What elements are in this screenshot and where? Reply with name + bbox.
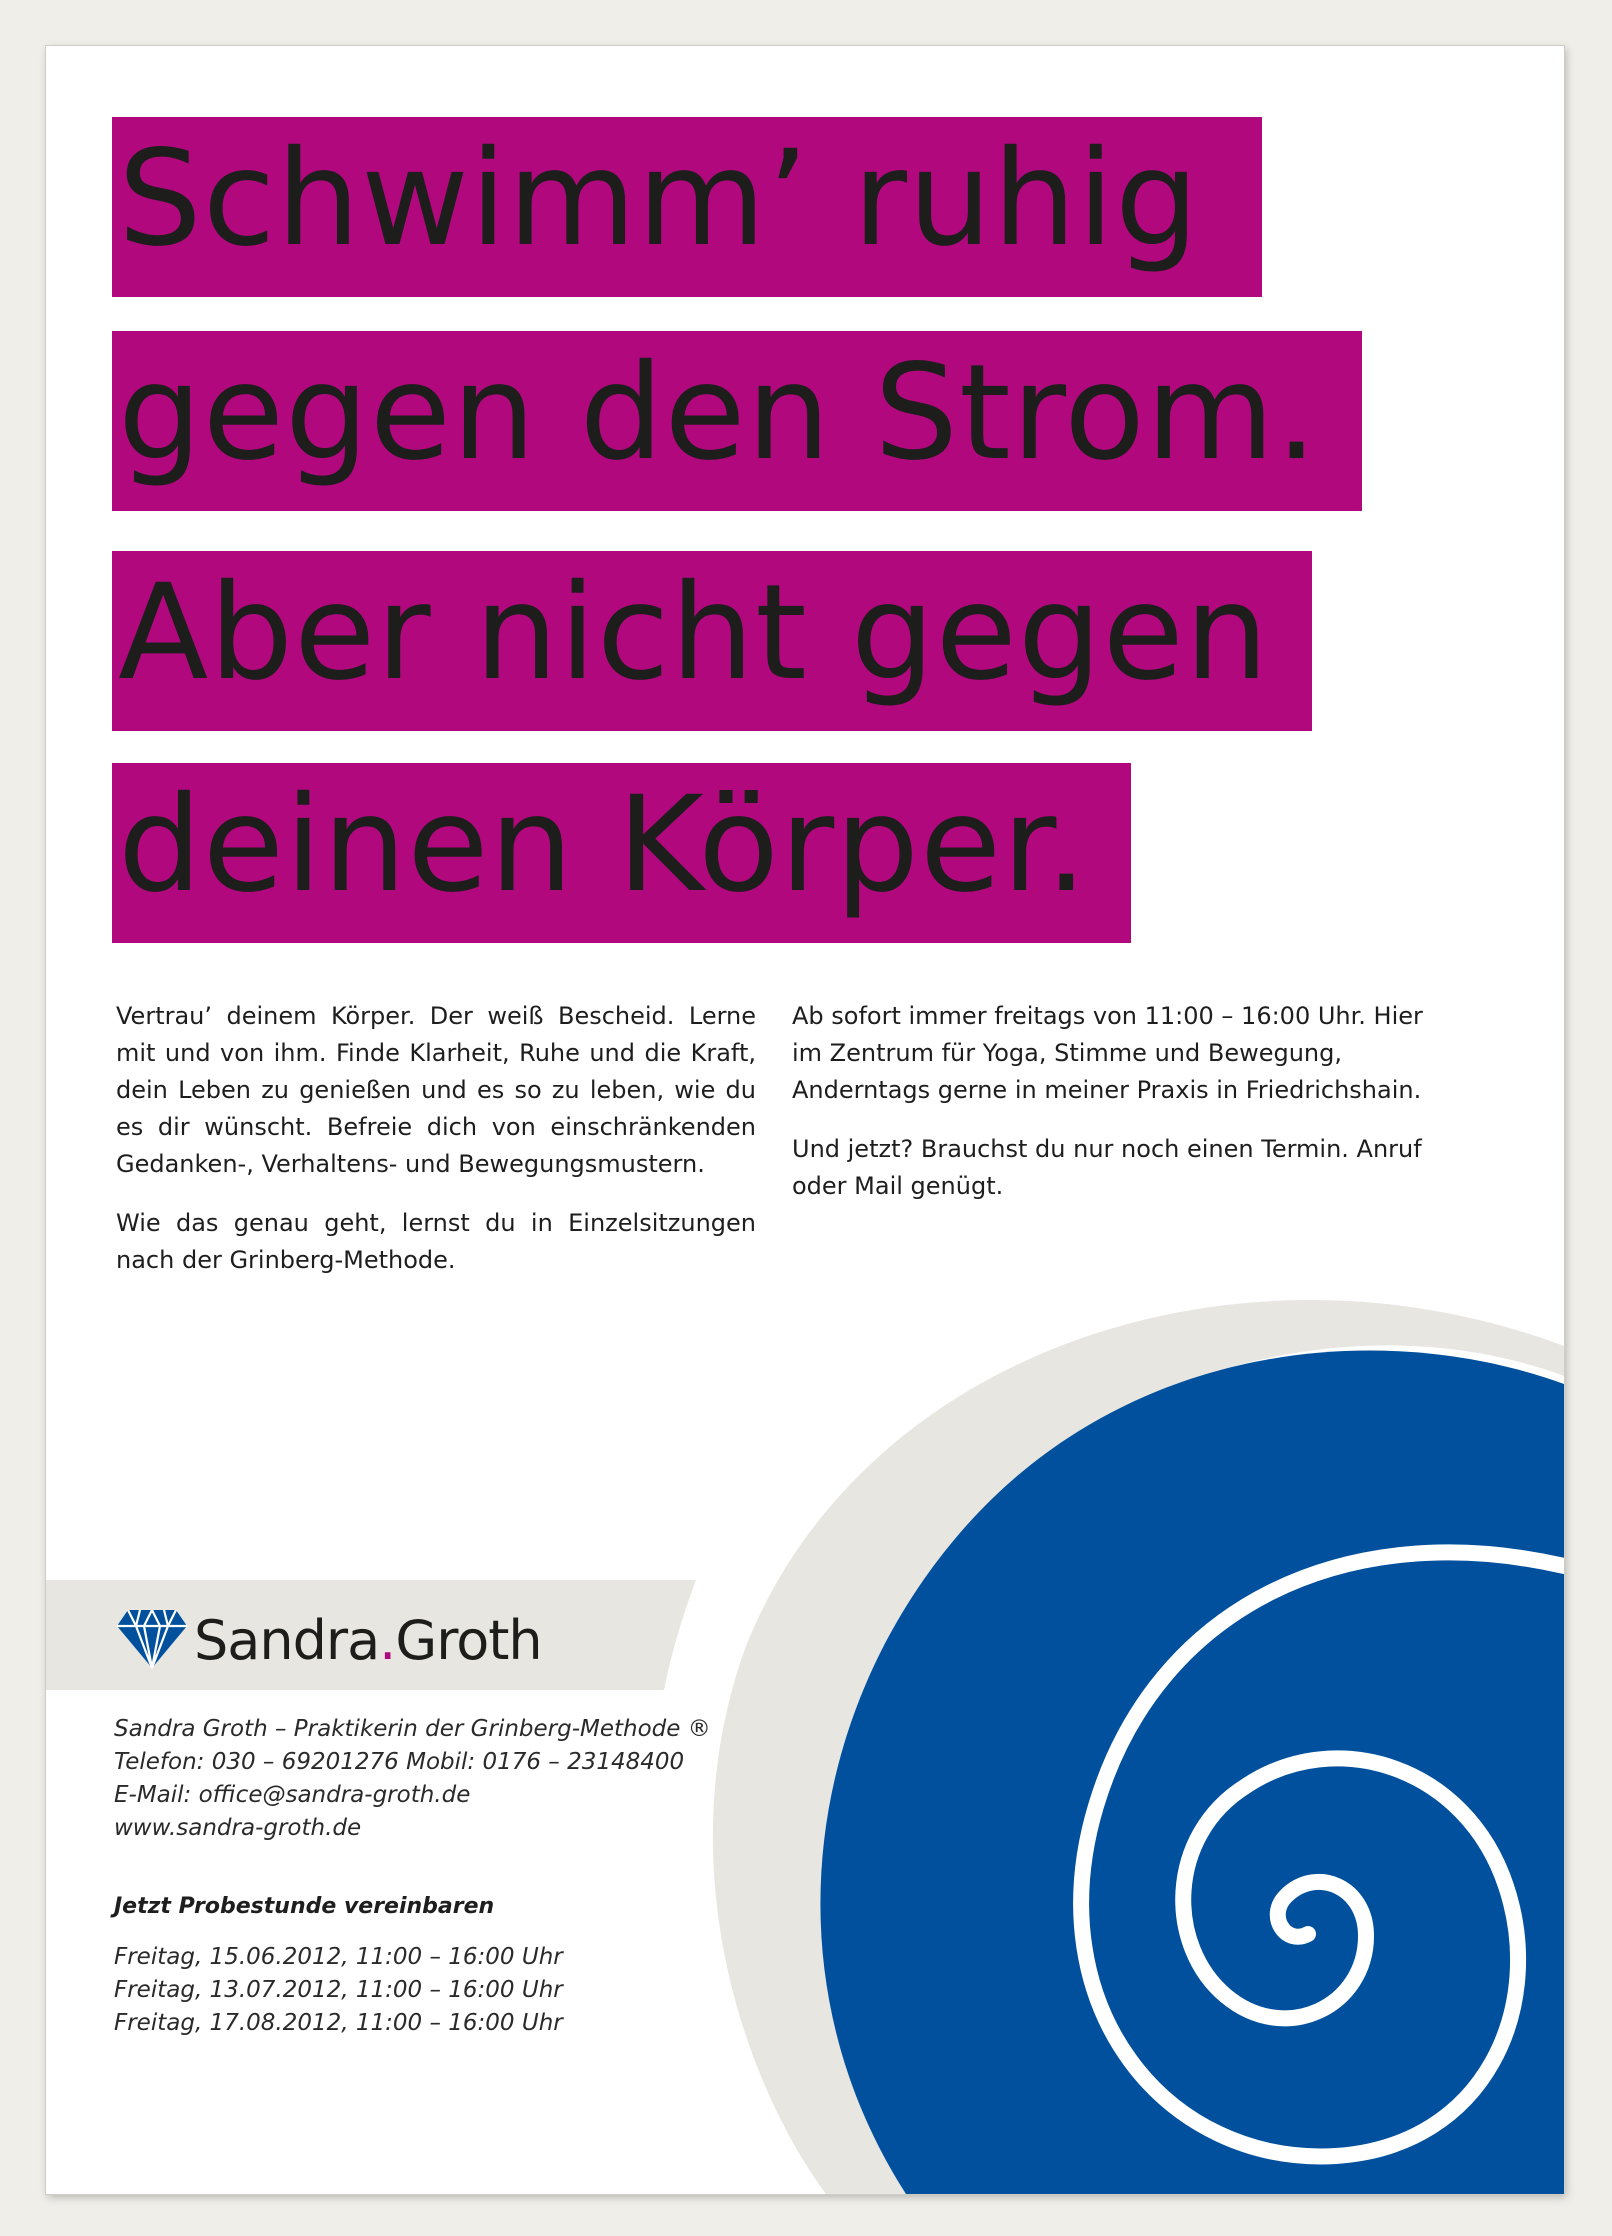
body-column-right — [792, 998, 1432, 1227]
logo-first-name: Sandra — [194, 1609, 380, 1672]
dates-list — [114, 1941, 563, 2040]
headline-line-3: Aber nicht gegen — [112, 551, 1312, 731]
diamond-icon — [116, 1608, 188, 1670]
contact-phone: Telefon: 030 – 69201276 Mobil: 0176 – 23148400 — [114, 1749, 685, 1775]
logo-wordmark — [194, 1609, 542, 1672]
contact-title: Sandra Groth – Praktikerin der Grinberg-Methode ® — [114, 1716, 711, 1742]
headline-line-2: gegen den Strom. — [112, 331, 1362, 511]
date-item: Freitag, 17.08.2012, 11:00 – 16:00 Uhr — [114, 2010, 563, 2036]
contact-email: E-Mail: office@sandra-groth.de — [114, 1782, 471, 1808]
cta-heading: Jetzt Probestunde vereinbaren — [114, 1894, 495, 1919]
logo-last-name: Groth — [395, 1609, 542, 1672]
body-paragraph: Und jetzt? Brauchst du nur noch einen Termin. Anruf oder Mail genügt. — [792, 1135, 1422, 1200]
logo-dot: . — [379, 1609, 396, 1672]
poster-page — [46, 46, 1564, 2194]
date-item: Freitag, 13.07.2012, 11:00 – 16:00 Uhr — [114, 1977, 563, 2003]
date-item: Freitag, 15.06.2012, 11:00 – 16:00 Uhr — [114, 1944, 563, 1970]
headline-line-4: deinen Körper. — [112, 763, 1131, 943]
contact-block — [114, 1713, 734, 1845]
body-paragraph: Vertrau’ deinem Körper. Der weiß Bescheid. Lerne mit und von ihm. Finde Klarheit, Ruhe und die Kraft, dein Leben zu genießen und es so zu leben, wie du es dir wünscht. Befreie dich von einschränkenden Gedanken-, Verhaltens- und Bewegungsmustern. — [116, 1002, 756, 1178]
body-column-left — [116, 998, 756, 1301]
body-paragraph: Ab sofort immer freitags von 11:00 – 16:00 Uhr. Hier im Zentrum für Yoga, Stimme und Bewegung, Anderntags gerne in meiner Praxis in Friedrichshain. — [792, 1002, 1423, 1104]
body-paragraph: Wie das genau geht, lernst du in Einzelsitzungen nach der Grinberg-Methode. — [116, 1209, 756, 1274]
headline-line-1: Schwimm’ ruhig — [112, 117, 1262, 297]
contact-website: www.sandra-groth.de — [114, 1815, 362, 1841]
